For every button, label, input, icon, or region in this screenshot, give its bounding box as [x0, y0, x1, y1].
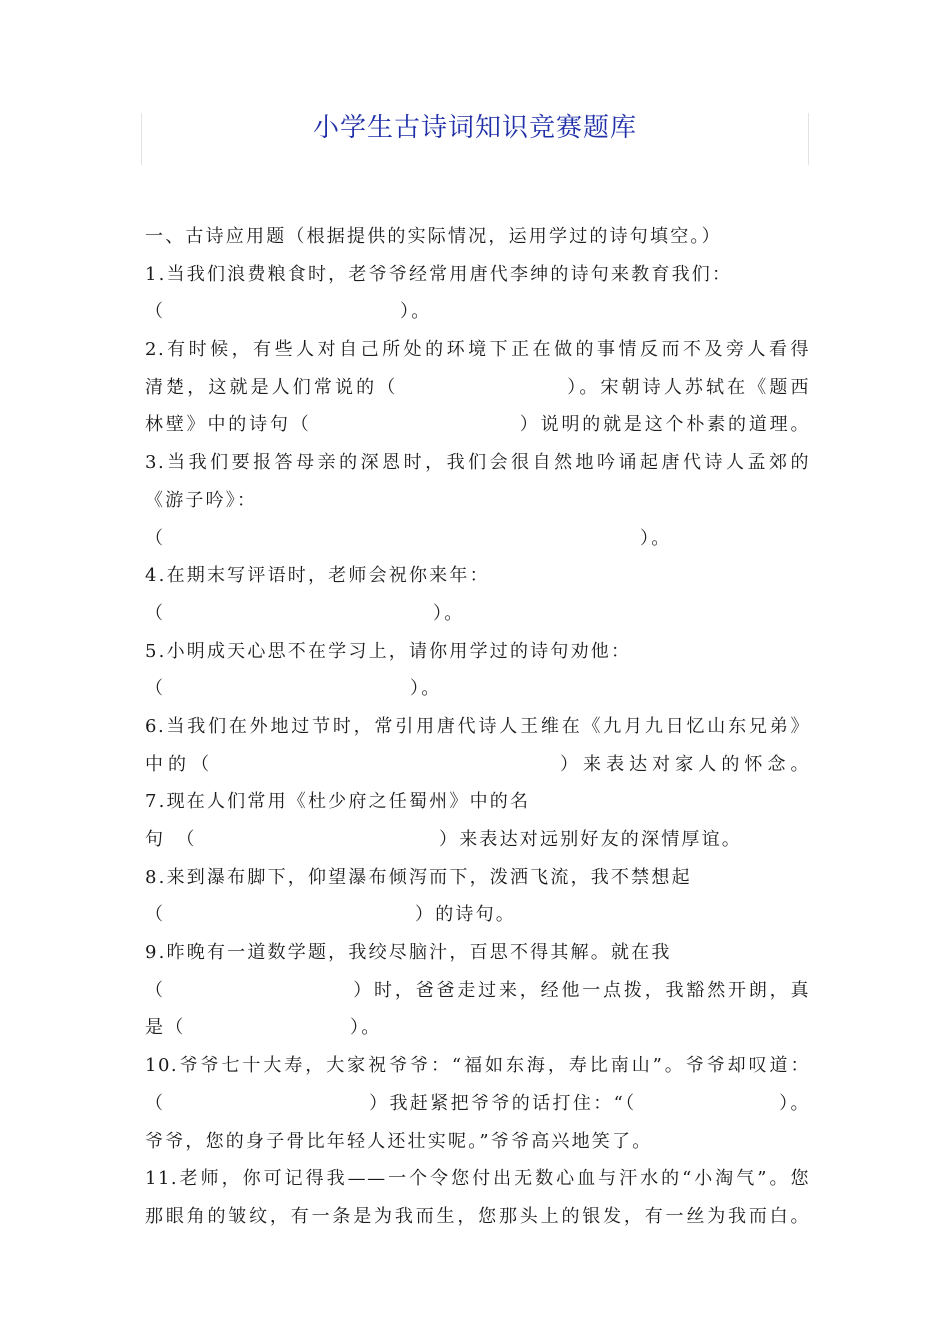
blank-close: ）。 [400, 301, 432, 323]
line-text: 1.当我们浪费粮食时，老爷爷经常用唐代李绅的诗句来教育我们： [145, 263, 733, 285]
text-line [145, 218, 810, 256]
blank-close: ）的诗句。 [415, 904, 516, 926]
text-line [145, 293, 810, 331]
text-line [145, 896, 810, 934]
line-text: （ [145, 527, 166, 549]
text-line [145, 406, 810, 444]
line-text: 爷爷，您的身子骨比年轻人还壮实呢。”爷爷高兴地笑了。 [145, 1130, 653, 1152]
text-line [145, 783, 810, 821]
text-line [145, 1047, 810, 1085]
line-text: 7.现在人们常用《杜少府之任蜀州》中的名 [145, 791, 531, 813]
line-text: 10.爷爷七十大寿，大家祝爷爷：“福如东海，寿比南山”。爷爷却叹道： [145, 1055, 810, 1077]
line-text: 《游子吟》： [145, 489, 258, 511]
line-text: 3.当我们要报答母亲的深恩时，我们会很自然地吟诵起唐代诗人孟郊的 [145, 452, 810, 474]
document-title: 小学生古诗词知识竞赛题库 [312, 113, 637, 143]
line-text: 9.昨晚有一道数学题，我绞尽脑汁，百思不得其解。就在我 [145, 942, 672, 964]
text-line [145, 369, 810, 407]
text-line [145, 1160, 810, 1198]
line-text: （ [145, 602, 166, 624]
text-line [145, 821, 810, 859]
blank-close: ）。 [640, 527, 672, 549]
line-text: （ ）我赶紧把爷爷的话打住：“（ ）。 [145, 1092, 810, 1114]
question-body [145, 218, 810, 1236]
text-line [145, 859, 810, 897]
text-line [145, 746, 810, 784]
text-line [145, 633, 810, 671]
text-line [145, 520, 810, 558]
text-line [145, 708, 810, 746]
blank-close: ）。 [410, 678, 442, 700]
text-line [145, 482, 810, 520]
line-text: 是（ [145, 1017, 186, 1039]
text-line [145, 256, 810, 294]
text-line [145, 595, 810, 633]
line-text: （ [145, 678, 166, 700]
text-line [145, 934, 810, 972]
blank-close: ）。 [350, 1017, 382, 1039]
line-text: 中的（ ）来表达对家人的怀念。 [145, 753, 810, 775]
line-text: 8.来到瀑布脚下，仰望瀑布倾泻而下，泼洒飞流，我不禁想起 [145, 866, 692, 888]
blank-close: ）。 [433, 602, 465, 624]
line-text: （ ）时，爸爸走过来，经他一点拨，我豁然开朗，真 [145, 979, 810, 1001]
text-line [145, 1123, 810, 1161]
line-text: （ [145, 904, 166, 926]
line-text: 林壁》中的诗句（ ）说明的就是这个朴素的道理。 [145, 414, 810, 436]
text-line [145, 670, 810, 708]
line-text: 5.小明成天心思不在学习上，请你用学过的诗句劝他： [145, 640, 632, 662]
text-line [145, 444, 810, 482]
line-text: 那眼角的皱纹，有一条是为我而生，您那头上的银发，有一丝为我而白。 [145, 1205, 810, 1227]
line-text: 4.在期末写评语时，老师会祝你来年： [145, 565, 490, 587]
text-line [145, 331, 810, 369]
line-text: 清楚，这就是人们常说的（ ）。宋朝诗人苏轼在《题西 [145, 376, 810, 398]
text-line [145, 1198, 810, 1236]
line-text: 6.当我们在外地过节时，常引用唐代诗人王维在《九月九日忆山东兄弟》 [145, 715, 810, 737]
line-text: （ [145, 301, 166, 323]
text-line [145, 972, 810, 1010]
text-line [145, 1009, 810, 1047]
line-text: 一、古诗应用题（根据提供的实际情况，运用学过的诗句填空。） [145, 226, 722, 247]
line-text: 句 （ ）来表达对远别好友的深情厚谊。 [145, 829, 742, 850]
line-text: 11.老师，你可记得我——一个令您付出无数心血与汗水的“小淘气”。您 [145, 1168, 810, 1190]
line-text: 2.有时候，有些人对自己所处的环境下正在做的事情反而不及旁人看得 [145, 339, 810, 361]
text-line [145, 1085, 810, 1123]
text-line [145, 557, 810, 595]
